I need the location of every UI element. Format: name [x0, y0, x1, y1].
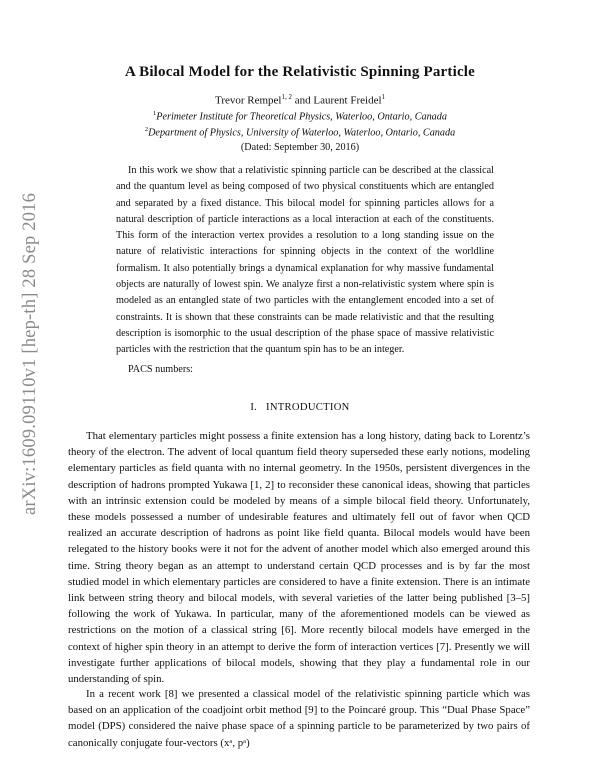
date-line: (Dated: September 30, 2016)	[240, 142, 360, 153]
affiliation-marker: 2	[144, 126, 149, 133]
affiliation-marker: 1	[381, 93, 386, 101]
affiliation	[60, 126, 540, 138]
section-title: INTRODUCTION	[266, 402, 350, 413]
section-heading	[60, 402, 540, 413]
abstract: In this work we show that a relativistic spinning particle can be described at the classical and the quantum level as being composed of two physical constituents which are entangled and separated by a fixed distance. This bilocal model for spinning particles allows for a natural description of particle interactions as a local interaction at each of the constituents. This form of the interaction vertex provides a resolution to a long standing issue on the nature of relativistic interactions for spinning objects in the context of the worldline formalism. It also potentially brings a dynamical explanation for why massive fundamental objects are naturally of lowest spin. We analyze first a non-relativistic system where spin is modeled as an entangled state of two particles with the entanglement encoded into a set of constraints. It is shown that these constraints can be made relativistic and that the resulting description is isomorphic to the usual description of the phase space of massive relativistic particles with the restriction that the quantum spin has to be an integer.	[116, 165, 494, 356]
affiliation	[60, 110, 540, 122]
author-line	[60, 93, 540, 107]
body-paragraph: In a recent work [8] we presented a classical model of the relativistic spinning particle which was based on an application of the coadjoint orbit method [9] to the Poincaré group. This “Dual Phase Space” model (DPS) considered the naive phase space of a spinning particle to be parameterized by two pairs of canonically conjugate four-vectors (xᵃ, pᵃ)	[68, 688, 530, 749]
affiliation-text: Department of Physics, University of Waterloo, Waterloo, Ontario, Canada	[148, 127, 456, 139]
author-conjunction: and	[294, 94, 311, 107]
pacs-numbers: PACS numbers:	[128, 364, 194, 375]
affiliation-text: Perimeter Institute for Theoretical Physics, Waterloo, Ontario, Canada	[156, 111, 447, 123]
affiliation-marker: 1	[153, 110, 157, 117]
affiliation-marker: 1, 2	[281, 93, 292, 101]
body-paragraph: That elementary particles might possess a finite extension has a long history, dating back to Lorentz’s theory of the electron. The advent of local quantum field theory superseded these early notions, modeling elementary particles as field quanta with no internal geometry. In the 1950s, persistent divergences in the description of hadrons prompted Yukawa [1, 2] to reconsider these canonical ideas, showing that particles with an intrinsic extension could be modeled by means of a simple bilocal field theory. Unfortunately, these models possessed a number of undesirable features and ultimately fell out of favor when QCD realized an accurate description of hadrons as point like field quanta. Bilocal models would have been relegated to the history books were it not for the advent of another model which also emerged around this time. String theory began as an attempt to understand certain QCD processes and is by far the most studied model in which elementary particles are considered to have a finite extension. There is an intimate link between string theory and bilocal models, with several varieties of the latter being published [3–5] following the work of Yukawa. In particular, many of the aforementioned models can be viewed as restrictions on the motion of a classical string [6]. More recently bilocal models have emerged in the context of higher spin theory in an attempt to derive the form of interaction vertices [7]. Presently we will investigate further applications of bilocal models, showing that they play a fundamental role in our understanding of spin.	[68, 430, 530, 686]
section-number: I.	[250, 402, 258, 413]
author-name: Trevor Rempel	[214, 94, 282, 107]
author-name: Laurent Freidel	[313, 94, 382, 107]
paper-title: A Bilocal Model for the Relativistic Spinning Particle	[124, 64, 476, 80]
arxiv-identifier: arXiv:1609.09110v1 [hep-th] 28 Sep 2016	[20, 192, 40, 515]
